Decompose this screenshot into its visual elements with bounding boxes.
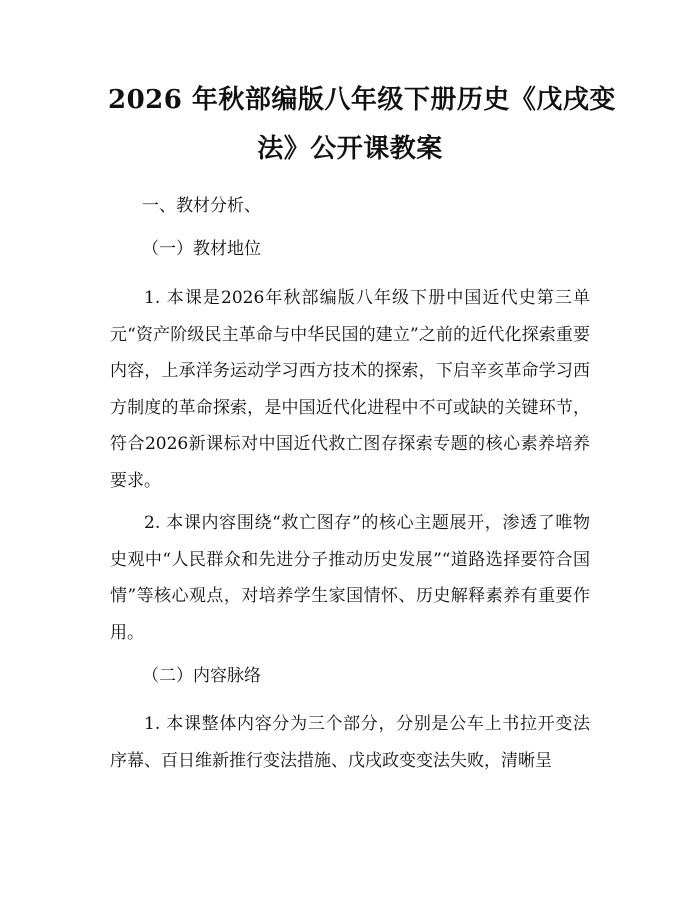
paragraph-textbook-position-2: 2. 本课内容围绕“救亡图存”的核心主题展开，渗透了唯物史观中“人民群众和先进分子推动历史发展”“道路选择要符合国情”等核心观点，对培养学生家国情怀、历史解释素养有重要作用。 — [110, 513, 590, 643]
subsection-heading-textbook-position: （一）教材地位 — [142, 239, 261, 259]
paragraph-textbook-position-1: 1. 本课是2026年秋部编版八年级下册中国近代史第三单元“资产阶级民主革命与中华民国的建立”之前的近代化探索重要内容，上承洋务运动学习西方技术的探索，下启辛亥革命学习西方制度的革命探索，是中国近代化进程中不可或缺的关键环节，符合2026新课标对中国近代救亡图存探索专题的核心素养培养要求。 — [110, 288, 590, 491]
section-heading-textbook-analysis: 一、教材分析、 — [142, 196, 261, 216]
paragraph-content-structure-1: 1. 本课整体内容分为三个部分，分别是公车上书拉开变法序幕、百日维新推行变法措施、戊戌政变变法失败，清晰呈 — [110, 714, 590, 771]
subsection-heading-content-structure: （二）内容脉络 — [142, 666, 261, 686]
document-title-line-2: 法》公开课教案 — [257, 134, 443, 164]
document-title-line-1: 2026 年秋部编版八年级下册历史《戊戌变 — [108, 85, 616, 115]
